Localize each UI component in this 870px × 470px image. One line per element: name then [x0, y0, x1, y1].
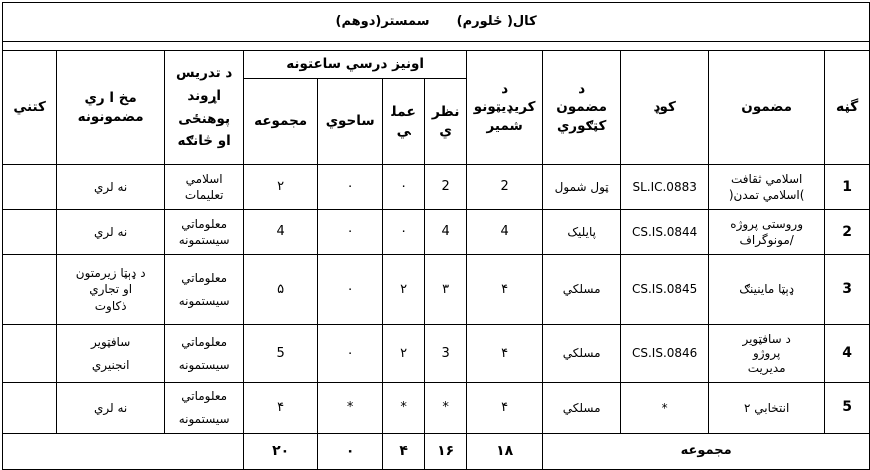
row-notes	[3, 255, 57, 325]
row-theory: 3	[425, 325, 467, 383]
row-field: ۰	[318, 165, 383, 210]
row-credit: ۴	[467, 255, 543, 325]
row-total: ۲	[244, 165, 318, 210]
row-field: ۰	[318, 325, 383, 383]
row-code: CS.IS.0846	[621, 325, 709, 383]
row-theory: ۳	[425, 255, 467, 325]
header-dept: د تدریس اړوند پوهنځی او څانګه	[165, 51, 244, 165]
row-notes	[3, 383, 57, 434]
row-practical: ۲	[383, 325, 425, 383]
title-semester: سمستر(دوهم)	[335, 14, 430, 30]
row-credit: ۴	[467, 325, 543, 383]
spacer-row	[3, 42, 870, 51]
row-dept: معلوماتي سیستمونه	[165, 325, 244, 383]
header-theory: نظري	[425, 79, 467, 165]
header-code: کوډ	[621, 51, 709, 165]
header-subject: مضمون	[709, 51, 825, 165]
row-number: 2	[825, 210, 870, 255]
header-field: ساحوي	[318, 79, 383, 165]
totals-field: ۰	[318, 433, 383, 469]
totals-row	[3, 433, 870, 469]
row-subject: اسلامي ثقافت )اسلامي تمدن(	[709, 165, 825, 210]
row-code: CS.IS.0844	[621, 210, 709, 255]
row-credit: 2	[467, 165, 543, 210]
header-notes: کتني	[3, 51, 57, 165]
title-year: کال( ځلورم)	[456, 14, 537, 30]
row-theory: 2	[425, 165, 467, 210]
header-total: مجموعه	[244, 79, 318, 165]
row-credit: ۴	[467, 383, 543, 434]
row-category: مسلکي	[543, 383, 621, 434]
table-row	[3, 383, 870, 434]
header-credit: د کریډیټونو شمیر	[467, 51, 543, 165]
header-practical: عملي	[383, 79, 425, 165]
row-prereq: نه لري	[57, 210, 165, 255]
row-dept: اسلامي تعلیمات	[165, 165, 244, 210]
row-practical: ۰	[383, 165, 425, 210]
row-total: 4	[244, 210, 318, 255]
totals-theory: ۱۶	[425, 433, 467, 469]
row-prereq: نه لري	[57, 165, 165, 210]
row-dept: معلوماتي سیستمونه	[165, 210, 244, 255]
row-number: 1	[825, 165, 870, 210]
row-subject: انتخابي ۲	[709, 383, 825, 434]
row-notes	[3, 165, 57, 210]
row-theory: 4	[425, 210, 467, 255]
row-prereq: نه لري	[57, 383, 165, 434]
row-category: مسلکي	[543, 255, 621, 325]
row-prereq: د ډېټا زیرمتون او تجاري ذکاوت	[57, 255, 165, 325]
row-code: SL.IC.0883	[621, 165, 709, 210]
row-credit: 4	[467, 210, 543, 255]
table-title	[3, 3, 870, 42]
header-category: د مضمون کټګوري	[543, 51, 621, 165]
row-subject: د سافټویر پروژو مدیریت	[709, 325, 825, 383]
row-practical: ۰	[383, 210, 425, 255]
table-row	[3, 210, 870, 255]
table-row	[3, 255, 870, 325]
table-row	[3, 165, 870, 210]
row-dept: معلوماتي سیستمونه	[165, 255, 244, 325]
row-number: 3	[825, 255, 870, 325]
row-dept: معلوماتي سیستمونه	[165, 383, 244, 434]
totals-empty	[3, 433, 244, 469]
row-field: *	[318, 383, 383, 434]
totals-total: ۲۰	[244, 433, 318, 469]
row-total: 5	[244, 325, 318, 383]
row-total: ۴	[244, 383, 318, 434]
row-notes	[3, 325, 57, 383]
totals-practical: ۴	[383, 433, 425, 469]
row-category: مسلکي	[543, 325, 621, 383]
totals-credit: ۱۸	[467, 433, 543, 469]
row-prereq: سافټویر انجنیري	[57, 325, 165, 383]
row-total: ۵	[244, 255, 318, 325]
row-subject: ډېټا ماینینګ	[709, 255, 825, 325]
header-prereq: مخ ا ري مضمونونه	[57, 51, 165, 165]
row-category: ټول شمول	[543, 165, 621, 210]
row-theory: *	[425, 383, 467, 434]
row-subject: وروستی پروژه /مونوگراف	[709, 210, 825, 255]
row-notes	[3, 210, 57, 255]
row-field: ۰	[318, 255, 383, 325]
row-practical: ۲	[383, 255, 425, 325]
row-practical: *	[383, 383, 425, 434]
row-category: پایلیک	[543, 210, 621, 255]
row-code: *	[621, 383, 709, 434]
row-code: CS.IS.0845	[621, 255, 709, 325]
header-row-no: گڼه	[825, 51, 870, 165]
row-number: 4	[825, 325, 870, 383]
totals-label: مجموعه	[543, 433, 870, 469]
row-field: ۰	[318, 210, 383, 255]
table-row	[3, 325, 870, 383]
header-weekly-hours: اونیز درسي ساعتونه	[244, 51, 467, 79]
row-number: 5	[825, 383, 870, 434]
curriculum-table	[2, 2, 870, 470]
